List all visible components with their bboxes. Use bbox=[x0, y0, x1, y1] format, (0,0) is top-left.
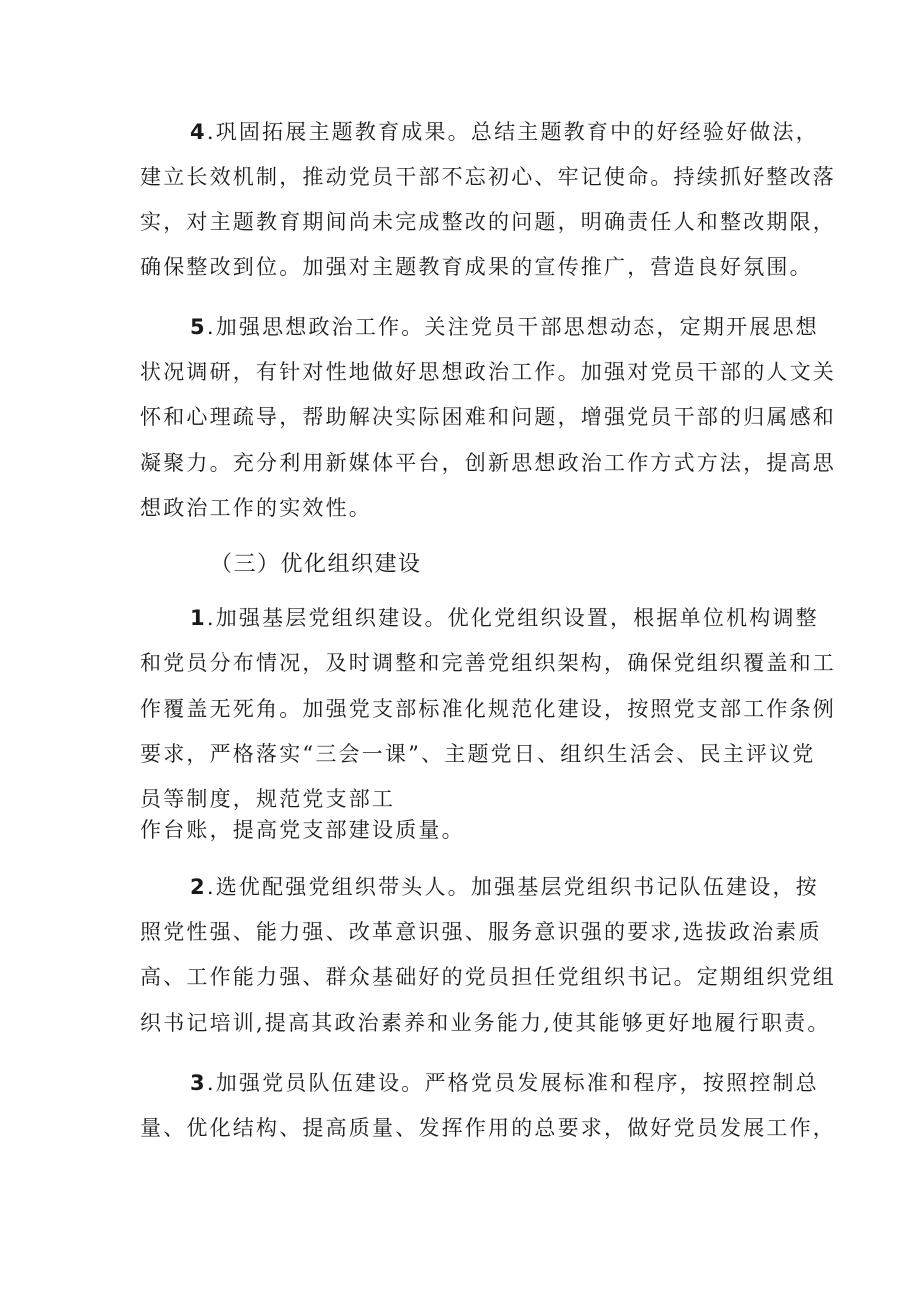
text-line bbox=[140, 815, 465, 845]
item-number: 3 bbox=[190, 1071, 207, 1095]
line-text: .加强基层党组织建设。优化党组织设置，根据单位机构调整 bbox=[206, 606, 819, 630]
line-text: 员等制度，规范党支部工 bbox=[140, 787, 396, 811]
item-number: 4 bbox=[190, 120, 207, 144]
text-line bbox=[140, 357, 836, 387]
line-text: 高、工作能力强、群众基础好的党员担任党组织书记。定期组织党组 bbox=[140, 965, 836, 989]
line-text: 状况调研，有针对性地做好思想政治工作。加强对党员干部的人文关 bbox=[140, 360, 836, 384]
line-text: .巩固拓展主题教育成果。总结主题教育中的好经验好做法， bbox=[206, 120, 819, 144]
line-text: 建立长效机制，推动党员干部不忘初心、牢记使命。持续抓好整改落 bbox=[140, 165, 836, 189]
text-line bbox=[140, 694, 836, 724]
line-text: .选优配强党组织带头人。加强基层党组织书记队伍建设，按 bbox=[206, 875, 819, 899]
item-number: 2 bbox=[190, 875, 207, 899]
section-heading bbox=[210, 550, 422, 580]
text-line bbox=[140, 1008, 831, 1038]
text-line bbox=[140, 739, 815, 769]
line-text: 照党性强、能力强、改革意识强、服务意识强的要求,选拔政治素质 bbox=[140, 920, 822, 944]
text-line bbox=[140, 917, 822, 947]
item-number: 5 bbox=[190, 315, 207, 339]
text-line bbox=[140, 648, 836, 678]
text-line bbox=[140, 962, 836, 992]
line-text: 怀和心理疏导，帮助解决实际困难和问题，增强党员干部的归属感和 bbox=[140, 405, 836, 429]
line-text: 想政治工作的实效性。 bbox=[140, 496, 372, 520]
text-line bbox=[140, 162, 836, 192]
text-line bbox=[190, 603, 819, 633]
text-line bbox=[190, 1068, 819, 1098]
text-line bbox=[140, 493, 372, 523]
line-text: 凝聚力。充分利用新媒体平台，创新思想政治工作方式方法，提高思 bbox=[140, 451, 836, 475]
text-line bbox=[140, 252, 813, 282]
text-line bbox=[140, 784, 395, 814]
line-text: 和党员分布情况，及时调整和完善党组织架构，确保党组织覆盖和工 bbox=[140, 651, 836, 675]
line-text: 确保整改到位。加强对主题教育成果的宣传推广，营造良好氛围。 bbox=[140, 255, 813, 279]
line-text: 量、优化结构、提高质量、发挥作用的总要求，做好党员发展工作， bbox=[140, 1116, 836, 1140]
text-line bbox=[140, 1113, 836, 1143]
text-line bbox=[190, 872, 819, 902]
line-text: 要求，严格落实“三会一课”、主题党日、组织生活会、民主评议党 bbox=[140, 742, 816, 766]
line-text: .加强党员队伍建设。严格党员发展标准和程序，按照控制总 bbox=[206, 1071, 819, 1095]
item-number: 1 bbox=[190, 606, 207, 630]
line-text: （三）优化组织建设 bbox=[210, 552, 422, 577]
line-text: 作覆盖无死角。加强党支部标准化规范化建设，按照党支部工作条例 bbox=[140, 697, 836, 721]
text-line bbox=[140, 207, 836, 237]
line-text: 织书记培训,提高其政治素养和业务能力,使其能够更好地履行职责。 bbox=[140, 1011, 831, 1035]
line-text: 实，对主题教育期间尚未完成整改的问题，明确责任人和整改期限， bbox=[140, 210, 836, 234]
text-line bbox=[140, 402, 836, 432]
text-line bbox=[140, 448, 836, 478]
text-line bbox=[190, 117, 819, 147]
line-text: 作台账，提高党支部建设质量。 bbox=[140, 818, 465, 842]
text-line bbox=[190, 312, 819, 342]
line-text: .加强思想政治工作。关注党员干部思想动态，定期开展思想 bbox=[206, 315, 819, 339]
